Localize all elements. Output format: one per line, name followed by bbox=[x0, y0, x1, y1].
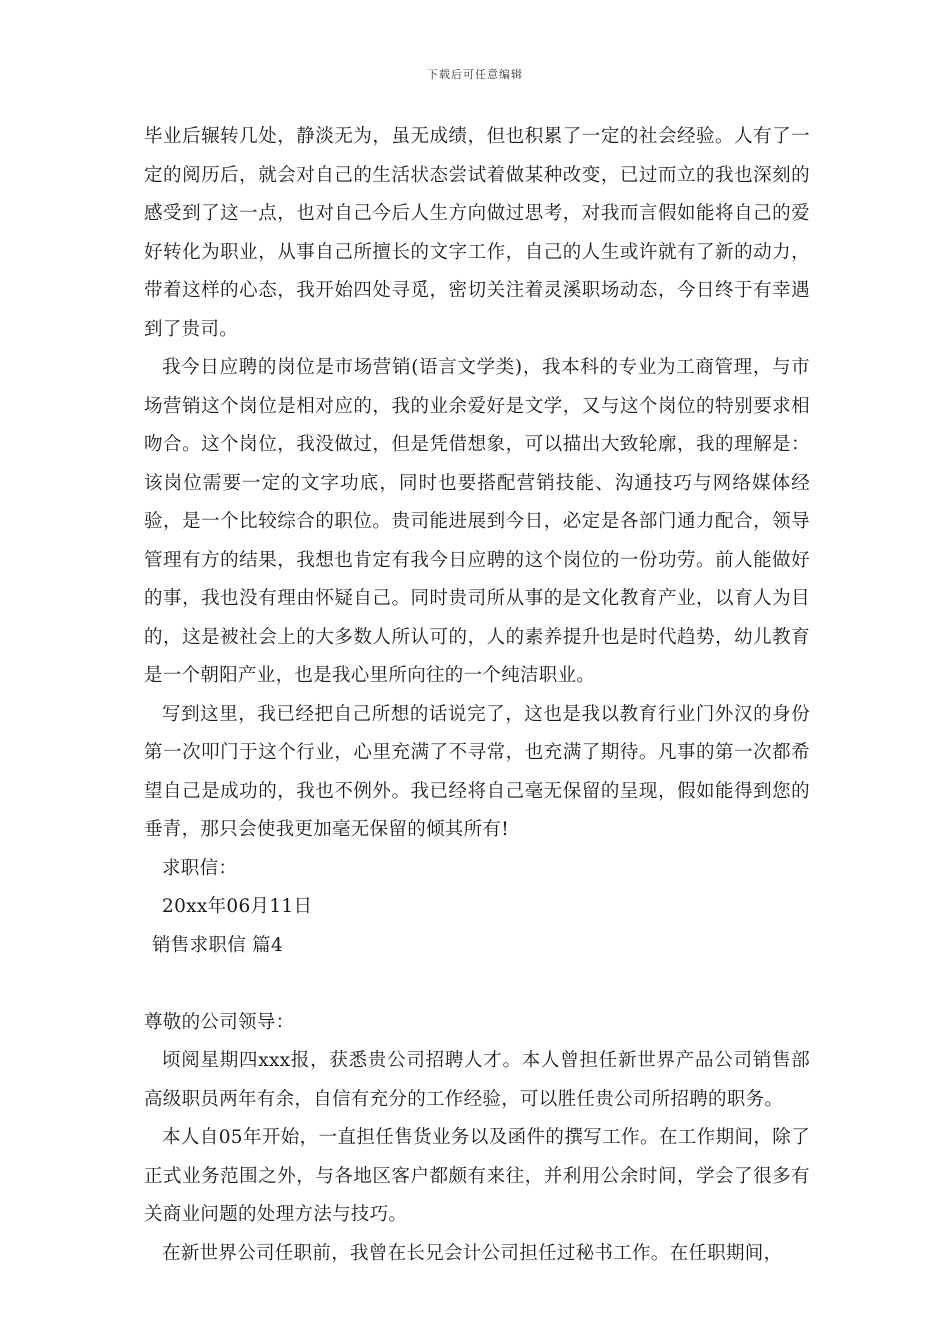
closing-line: 求职信： bbox=[162, 857, 238, 879]
document-body bbox=[144, 118, 810, 1273]
section-title: 销售求职信 篇4 bbox=[152, 934, 284, 956]
date-line: 20xx年06月11日 bbox=[162, 896, 313, 917]
paragraph-2: 我今日应聘的岗位是市场营销(语言文学类)，我本科的专业为工商管理，与市场营销这个岗位是相对应的，我的业余爱好是文学，又与这个岗位的特别要求相吻合。这个岗位，我没做过，但是凭借想象，可以描出大致轮廓，我的理解是：该岗位需要一定的文字功底，同时也要搭配营销技能、沟通技巧与网络媒体经验，是一个比较综合的职位。贵司能进展到今日，必定是各部门通力配合，领导管理有方的结果，我想也肯定有我今日应聘的这个岗位的一份功劳。前人能做好的事，我也没有理由怀疑自己。同时贵司所从事的是文化教育产业，以育人为目的，这是被社会上的大多数人所认可的，人的素养提升也是时代趋势，幼儿教育是一个朝阳产业，也是我心里所向往的一个纯洁职业。 bbox=[144, 357, 810, 686]
paragraph-5: 本人自05年开始，一直担任售货业务以及函件的撰写工作。在工作期间，除了正式业务范围之外，与各地区客户都颇有来往，并利用公余时间，学会了很多有关商业问题的处理方法与技巧。 bbox=[144, 1127, 810, 1225]
paragraph-4: 顷阅星期四xxx报，获悉贵公司招聘人才。本人曾担任新世界产品公司销售部高级职员两年有余，自信有充分的工作经验，可以胜任贵公司所招聘的职务。 bbox=[144, 1050, 810, 1110]
paragraph-3: 写到这里，我已经把自己所想的话说完了，这也是我以教育行业门外汉的身份第一次叩门于这个行业，心里充满了不寻常，也充满了期待。凡事的第一次都希望自己是成功的，我也不例外。我已经将自己毫无保留的呈现，假如能得到您的垂青，那只会使我更加毫无保留的倾其所有! bbox=[144, 703, 810, 840]
header-note: 下载后可任意编辑 bbox=[427, 68, 523, 81]
blank-line bbox=[144, 965, 810, 1004]
paragraph-6: 在新世界公司任职前，我曾在长兄会计公司担任过秘书工作。在任职期间， bbox=[162, 1242, 783, 1264]
paragraph-1: 毕业后辗转几处，静淡无为，虽无成绩，但也积累了一定的社会经验。人有了一定的阅历后，就会对自己的生活状态尝试着做某种改变，已过而立的我也深刻的感受到了这一点，也对自己今后人生方向做过思考，对我而言假如能将自己的爱好转化为职业，从事自己所擅长的文字工作，自己的人生或许就有了新的动力，带着这样的心态，我开始四处寻觅，密切关注着灵溪职场动态，今日终于有幸遇到了贵司。 bbox=[144, 126, 810, 340]
salutation: 尊敬的公司领导： bbox=[144, 1011, 295, 1033]
